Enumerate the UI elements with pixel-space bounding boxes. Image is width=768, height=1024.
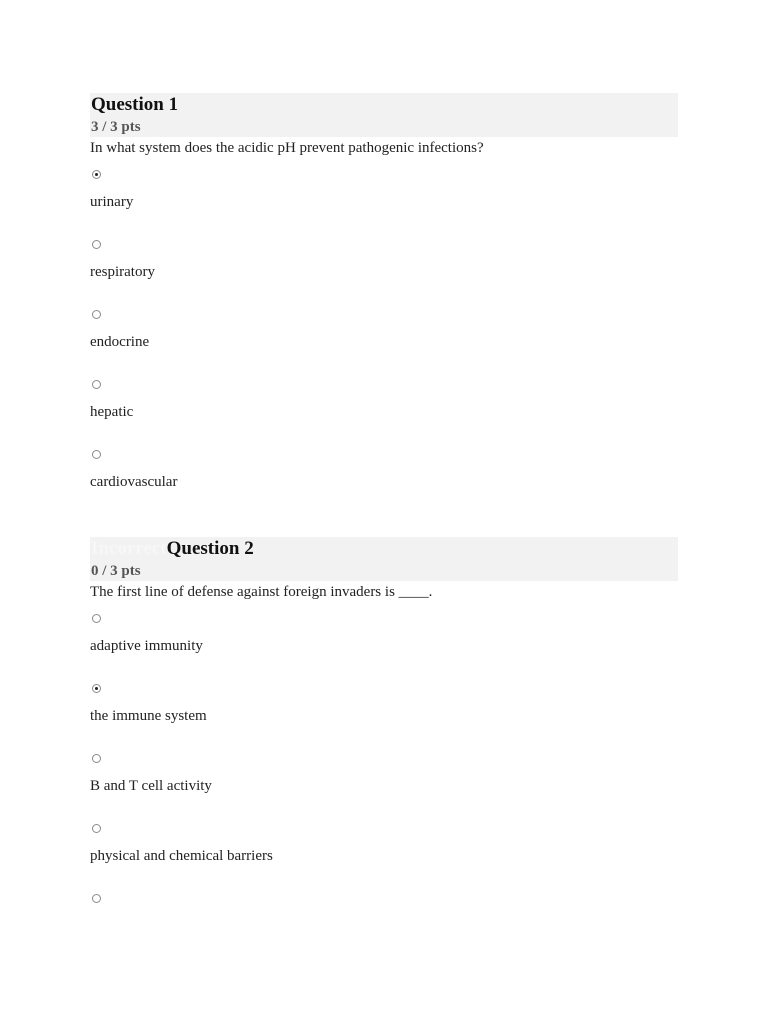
radio-button[interactable]	[92, 380, 101, 389]
question-text: In what system does the acidic pH prevent pathogenic infections?	[90, 140, 484, 156]
radio-button[interactable]	[92, 824, 101, 833]
answer-option[interactable]	[90, 604, 678, 674]
answer-option[interactable]	[90, 440, 678, 510]
answer-label: respiratory	[90, 264, 155, 280]
radio-button[interactable]	[92, 614, 101, 623]
question-text: The first line of defense against foreign invaders is ____.	[90, 584, 433, 600]
answer-option[interactable]	[90, 744, 678, 814]
radio-button[interactable]	[92, 310, 101, 319]
answer-label: hepatic	[90, 404, 134, 420]
answer-option[interactable]	[90, 814, 678, 884]
radio-button[interactable]	[92, 450, 101, 459]
answer-label: urinary	[90, 194, 134, 210]
question-points: 3 / 3 pts	[91, 119, 141, 135]
radio-button[interactable]	[92, 894, 101, 903]
question-header	[90, 537, 678, 581]
answer-option[interactable]	[90, 884, 678, 954]
answer-label: the immune system	[90, 708, 207, 724]
answer-option[interactable]	[90, 160, 678, 230]
radio-button-selected[interactable]	[92, 684, 101, 693]
question-block-2	[90, 537, 678, 954]
answer-option[interactable]	[90, 300, 678, 370]
answer-label: physical and chemical barriers	[90, 848, 273, 864]
answer-option[interactable]	[90, 674, 678, 744]
answer-option[interactable]	[90, 370, 678, 440]
answer-option[interactable]	[90, 230, 678, 300]
radio-button[interactable]	[92, 754, 101, 763]
question-title: Question 1	[91, 94, 179, 115]
answer-label: adaptive immunity	[90, 638, 203, 654]
question-points: 0 / 3 pts	[91, 563, 141, 579]
answer-label: endocrine	[90, 334, 150, 350]
question-title: IncorrectQuestion 2	[91, 538, 254, 559]
answer-label: cardiovascular	[90, 474, 178, 490]
answer-label: B and T cell activity	[90, 778, 212, 794]
radio-button[interactable]	[92, 240, 101, 249]
question-header	[90, 93, 678, 137]
radio-button-selected[interactable]	[92, 170, 101, 179]
question-block-1	[90, 93, 678, 510]
incorrect-status-label: Incorrect	[91, 538, 167, 559]
